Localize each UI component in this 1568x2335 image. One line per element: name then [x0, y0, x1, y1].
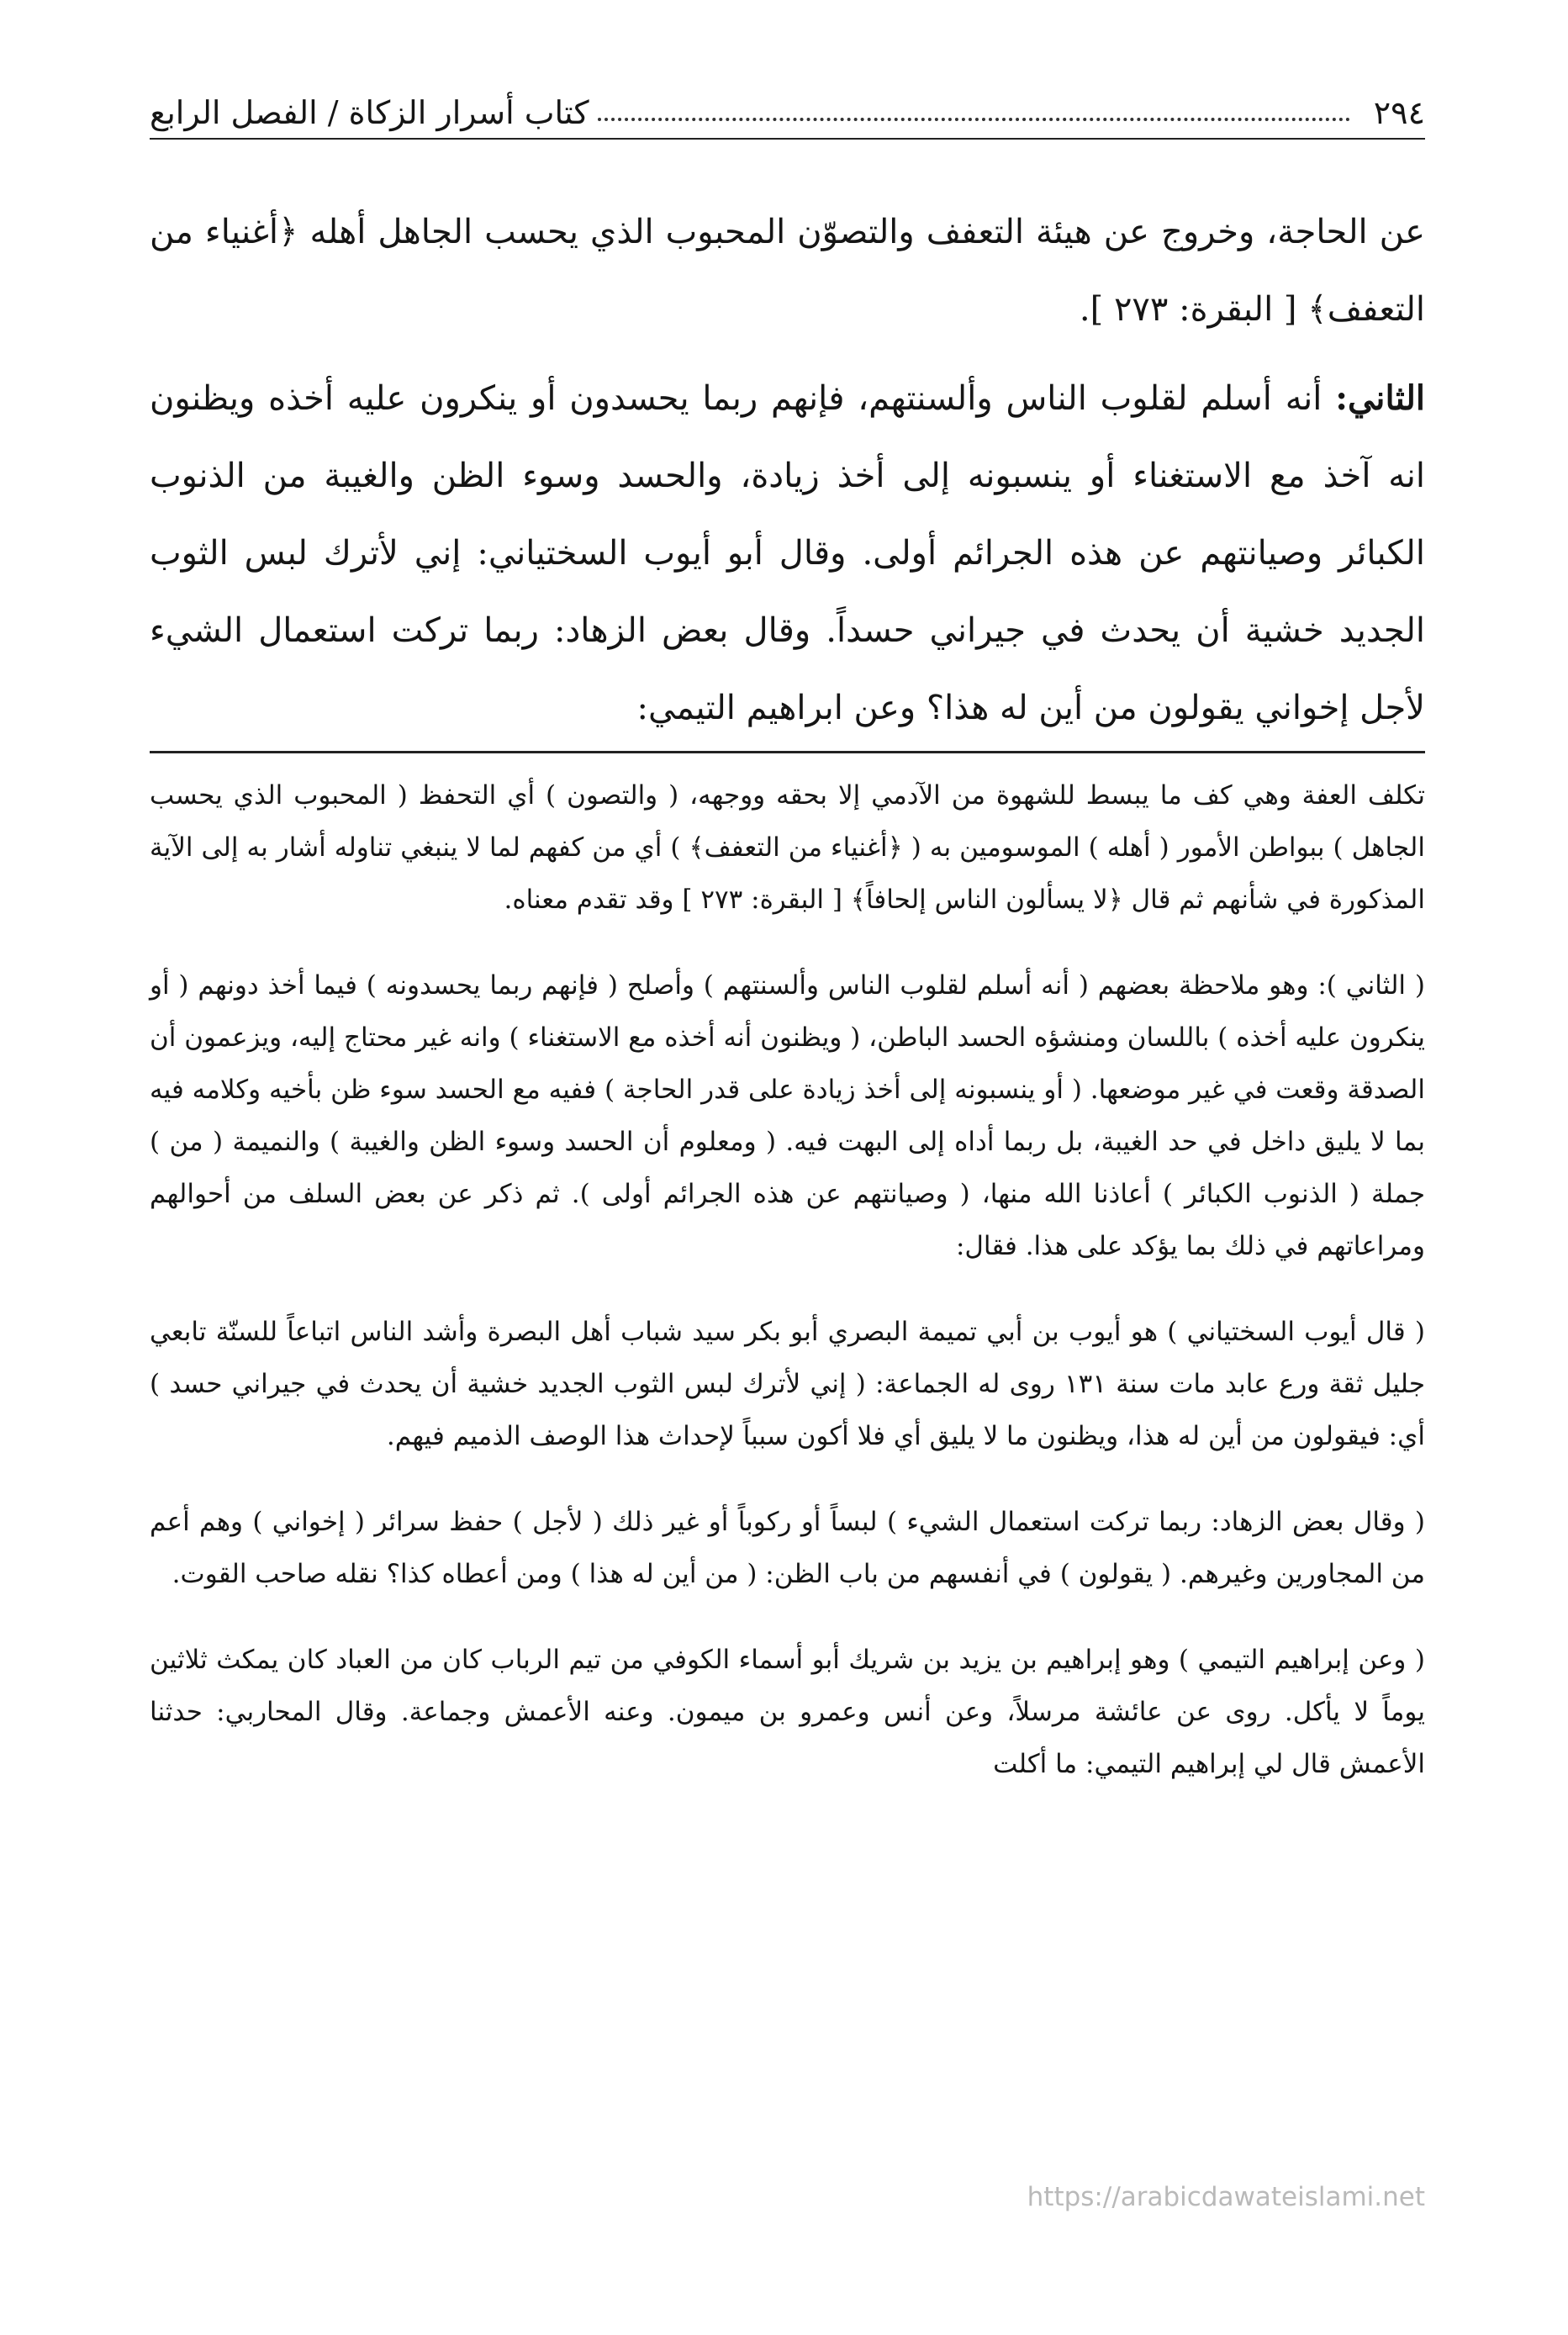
main-text — [150, 193, 1425, 758]
note-paragraph-1: تكلف العفة وهي كف ما يبسط للشهوة من الآدمي إلا بحقه ووجهه، ( والتصون ) أي التحفظ ( المحبوب الذي يحسب الجاهل ) ببواطن الأمور ( أهله ) الموسومين به ( ﴿أغنياء من التعفف﴾ ) أي من كفهم لما لا ينبغي تناوله أشار به إلى الآية المذكورة في شأنهم ثم قال ﴿لا يسألون الناس إلحافاً﴾ [ البقرة: ٢٧٣ ] وقد تقدم معناه. — [150, 780, 1425, 915]
header-dot-leader — [598, 118, 1350, 121]
note-paragraph-2: ( الثاني ): وهو ملاحظة بعضهم ( أنه أسلم لقلوب الناس وألسنتهم ) وأصلح ( فإنهم ربما يحسدونه ) فيما أخذ دونهم ( أو ينكرون عليه أخذه ) باللسان ومنشؤه الحسد الباطن، ( ويظنون أنه أخذه مع الاستغناء ) وانه غير محتاج إليه، ويزعمون أن الصدقة وقعت في غير موضعها. ( أو ينسبونه إلى أخذ زيادة على قدر الحاجة ) ففيه مع الحسد سوء ظن بأخيه وكلامه فيه بما لا يليق داخل في حد الغيبة، بل ربما أداه إلى البهت فيه. ( ومعلوم أن الحسد وسوء الظن والغيبة ) والنميمة ( من ) جملة ( الذنوب الكبائر ) أعاذنا الله منها، ( وصيانتهم عن هذه الجرائم أولى ). ثم ذكر عن بعض السلف من أحوالهم ومراعاتهم في ذلك بما يؤكد على هذا. فقال: — [150, 970, 1425, 1261]
note-paragraph-3: ( قال أيوب السختياني ) هو أيوب بن أبي تميمة البصري أبو بكر سيد شباب أهل البصرة وأشد الناس اتباعاً للسنّة تابعي جليل ثقة ورع عابد مات سنة ١٣١ روى له الجماعة: ( إني لأترك لبس الثوب الجديد خشية أن يحدث في جيراني حسد ) أي: فيقولون من أين له هذا، ويظنون ما لا يليق أي فلا أكون سبباً لإحداث هذا الوصف الذميم فيهم. — [150, 1317, 1426, 1451]
note-paragraph-5: ( وعن إبراهيم التيمي ) وهو إبراهيم بن يزيد بن شريك أبو أسماء الكوفي من تيم الرباب كان من العباد كان يمكث ثلاثين يوماً لا يأكل. روى عن عائشة مرسلاً، وعن أنس وعمرو بن ميمون. وعنه الأعمش وجماعة. وقال المحاربي: حدثنا الأعمش قال لي إبراهيم التيمي: ما أكلت — [150, 1645, 1425, 1779]
page-header — [150, 87, 1425, 140]
running-title: كتاب أسرار الزكاة / الفصل الرابع — [150, 94, 589, 131]
commentary-notes — [150, 769, 1425, 1824]
main-paragraph-1: عن الحاجة، وخروج عن هيئة التعفف والتصوّن المحبوب الذي يحسب الجاهل أهله ﴿أغنياء من التعفف﴾ [ البقرة: ٢٧٣ ]. — [150, 213, 1425, 329]
main-paragraph-2-body: أنه أسلم لقلوب الناس وألسنتهم، فإنهم ربما يحسدون أو ينكرون عليه أخذه ويظنون انه آخذ مع الاستغناء أو ينسبونه إلى أخذ زيادة، والحسد وسوء الظن والغيبة من الذنوب الكبائر وصيانتهم عن هذه الجرائم أولى. وقال أبو أيوب السختياني: إني لأترك لبس الثوب الجديد خشية أن يحدث في جيراني حسداً. وقال بعض الزهاد: ربما تركت استعمال الشيء لأجل إخواني يقولون من أين له هذا؟ وعن ابراهيم التيمي: — [150, 379, 1425, 727]
footnote-separator — [150, 751, 1425, 753]
main-paragraph-2 — [150, 360, 1425, 747]
watermark-url: https://arabicdawateislami.net — [1027, 2182, 1425, 2212]
main-paragraph-2-lead: الثاني: — [1335, 378, 1425, 418]
note-paragraph-4: ( وقال بعض الزهاد: ربما تركت استعمال الشيء ) لبساً أو ركوباً أو غير ذلك ( لأجل ) حفظ سرائر ( إخواني ) وهم أعم من المجاورين وغيرهم. ( يقولون ) في أنفسهم من باب الظن: ( من أين له هذا ) ومن أعطاه كذا؟ نقله صاحب القوت. — [150, 1507, 1425, 1589]
page-number: ٢٩٤ — [1373, 94, 1425, 131]
